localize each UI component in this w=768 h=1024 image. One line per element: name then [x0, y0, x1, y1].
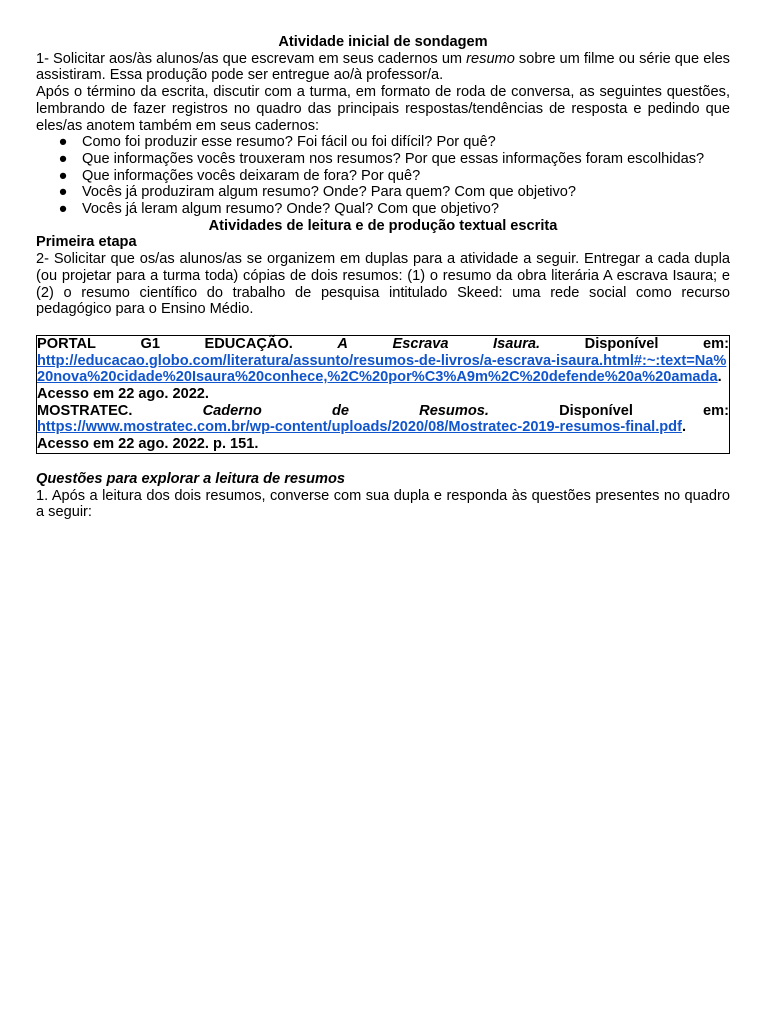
reference-1-link[interactable]: http://educacao.globo.com/literatura/assunto/resumos-de-livros/a-escrava-isaura.html#:~:text=Na%20nova%20cidade%20Isaura%20conhece,%2C%20por%C3%A9m%2C%20defende%20a%20amada	[37, 352, 727, 386]
reference-1-link-line	[37, 353, 729, 403]
paragraph-discussion: Após o término da escrita, discutir com a turma, em formato de roda de conversa, as seguintes questões, lembrando de fazer registros no quadro das principais respostas/tendências de resposta e pedindo que eles/as anotem também em seus cadernos:	[36, 84, 730, 134]
ref2-word: Resumos.	[419, 402, 489, 419]
reference-2-line	[37, 403, 729, 420]
ref1-word: Disponível	[584, 335, 659, 352]
bullet-icon: ●	[58, 150, 68, 167]
list-item	[36, 184, 730, 201]
question-text: Que informações vocês deixaram de fora? Por quê?	[82, 167, 421, 184]
section-heading-sondagem: Atividade inicial de sondagem	[278, 34, 488, 50]
section-heading-atividades: Atividades de leitura e de produção textual escrita	[208, 217, 558, 234]
bullet-icon: ●	[58, 184, 68, 201]
paragraph-question-1: 1. Após a leitura dos dois resumos, converse com sua dupla e responda às questões presentes no quadro a seguir:	[36, 487, 730, 521]
list-item	[36, 201, 730, 218]
reference-1-line	[37, 336, 729, 353]
paragraph-instruction-2: 2- Solicitar que os/as alunos/as se organizem em duplas para a atividade a seguir. Entregar a cada dupla (ou projetar para a turma toda) cópias de dois resumos: (1) o resumo da obra literária A escrava Isaura; e (2) o resumo científico do trabalho de pesquisa intitulado Skeed: uma rede social como recurso pedagógico para o Ensino Médio.	[36, 251, 730, 318]
list-item	[36, 134, 730, 151]
bullet-icon: ●	[58, 167, 68, 184]
reference-2-link-line	[37, 419, 729, 436]
ref1-word: EDUCAÇÃO.	[204, 335, 293, 352]
italic-word-resumo: resumo	[466, 50, 515, 67]
reference-2-dot: .	[681, 419, 687, 436]
bullet-icon: ●	[58, 201, 68, 218]
ref1-word: A	[337, 335, 348, 352]
list-item	[36, 151, 730, 168]
subheading-primeira-etapa: Primeira etapa	[36, 234, 137, 251]
ref1-word: Isaura.	[493, 335, 541, 352]
ref1-word: PORTAL	[37, 335, 96, 352]
document-page	[36, 34, 730, 521]
question-text: Vocês já leram algum resumo? Onde? Qual? Com que objetivo?	[82, 201, 499, 218]
question-list	[36, 134, 730, 218]
paragraph-instruction-1	[36, 51, 730, 84]
ref2-word: MOSTRATEC.	[37, 402, 133, 419]
ref1-word: Escrava	[392, 335, 449, 352]
paragraph-instruction-1-end: sobre um filme ou série que eles assistiram. Essa produção pode ser entregue ao/à professor/a.	[36, 50, 730, 84]
bullet-icon: ●	[58, 134, 68, 151]
paragraph-instruction-1-start: 1- Solicitar aos/às alunos/as que escrevam em seus cadernos um	[36, 50, 467, 67]
list-item	[36, 168, 730, 185]
ref2-word: de	[331, 402, 349, 419]
ref1-word: em:	[703, 335, 729, 352]
reference-2-link[interactable]: https://www.mostratec.com.br/wp-content/uploads/2020/08/Mostratec-2019-resumos-final.pdf	[37, 419, 682, 436]
question-text: Como foi produzir esse resumo? Foi fácil ou foi difícil? Por quê?	[82, 134, 496, 151]
ref2-word: em:	[703, 402, 729, 419]
question-text: Vocês já produziram algum resumo? Onde? Para quem? Com que objetivo?	[82, 184, 577, 201]
question-text: Que informações vocês trouxeram nos resumos? Por que essas informações foram escolhidas?	[82, 150, 705, 167]
ref2-word: Disponível	[559, 402, 633, 419]
ref1-word: G1	[140, 335, 160, 352]
section-heading-questoes: Questões para explorar a leitura de resumos	[36, 470, 346, 487]
ref2-word: Caderno	[202, 402, 262, 419]
reference-1-access: . Acesso em 22 ago. 2022.	[37, 369, 722, 403]
reference-2-access: Acesso em 22 ago. 2022. p. 151.	[37, 436, 259, 453]
references-box	[36, 335, 730, 454]
